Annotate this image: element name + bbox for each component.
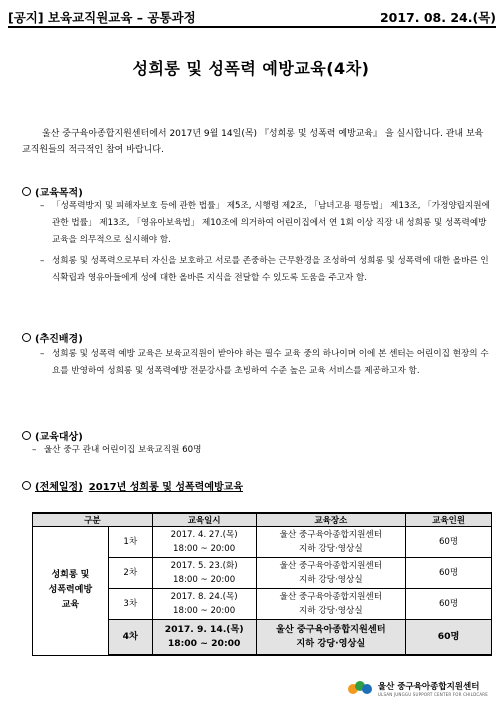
dash-bullet: – (32, 445, 37, 455)
category-cell (33, 527, 109, 656)
count-cell: 60명 (406, 558, 492, 589)
table-row (33, 527, 492, 558)
list-item-text: 울산 중구 관내 어린이집 보육교직원 60명 (44, 445, 202, 455)
section-schedule-heading (22, 478, 243, 493)
notice-date: 2017. 08. 24.(목) (379, 10, 496, 25)
list-item (40, 198, 490, 249)
circle-bullet-icon (22, 333, 31, 342)
datetime-cell (152, 620, 256, 656)
list-item (32, 442, 482, 459)
category-line: 성폭력예방 (48, 585, 93, 596)
place-cell (256, 589, 406, 620)
section-target-body (32, 442, 482, 459)
list-item-text: 「성폭력방지 및 피해자보호 등에 관한 법률」 제5조, 시행령 제2조, 「남녀고용 평등법」 제13조, 「가정양립지원에 관한 법률」 제13조, 「영유아보육법」 제10조에 의거하여 어린이집에서 연 1회 이상 직장 내 성희롱 및 성폭력예방교육을 의무적으로 실시해야 함. (52, 201, 490, 245)
notice-header (8, 6, 496, 28)
table-header-row (33, 513, 492, 527)
place-name: 울산 중구육아종합지원센터 (279, 530, 383, 540)
round-cell: 2차 (108, 558, 152, 589)
circle-bullet-icon (22, 431, 31, 440)
place-name: 울산 중구육아종합지원센터 (279, 561, 383, 571)
round-cell: 4차 (108, 620, 152, 656)
section-title: (전체일정) (35, 482, 83, 493)
section-title: (교육목적) (35, 188, 83, 199)
list-item (40, 346, 490, 380)
place-name: 울산 중구육아종합지원센터 (275, 624, 386, 635)
place-room: 지하 강당·영상실 (299, 606, 363, 616)
time-text: 18:00 ~ 20:00 (173, 575, 236, 585)
list-item (40, 253, 490, 287)
place-cell (256, 620, 406, 656)
schedule-table (32, 512, 492, 656)
column-header: 교육일시 (152, 513, 256, 527)
round-cell: 1차 (108, 527, 152, 558)
datetime-cell (152, 589, 256, 620)
time-text: 18:00 ~ 20:00 (173, 544, 236, 554)
section-purpose-heading (22, 184, 83, 199)
section-purpose-body (40, 198, 490, 287)
datetime-cell (152, 558, 256, 589)
circle-bullet-icon (22, 187, 31, 196)
category-line: 교육 (61, 600, 80, 611)
center-english-name: ULSAN JUNGGU SUPPORT CENTER FOR CHILDCARE (377, 691, 488, 697)
datetime-cell (152, 527, 256, 558)
dash-bullet: – (40, 349, 45, 359)
section-background-heading (22, 330, 83, 345)
section-title: (추진배경) (35, 334, 83, 345)
section-title: (교육대상) (35, 432, 83, 443)
column-header: 구분 (33, 513, 153, 527)
time-text: 18:00 ~ 20:00 (173, 606, 236, 616)
center-name: 울산 중구육아종합지원센터 (377, 681, 480, 692)
date-text: 2017. 4. 27.(목) (170, 530, 238, 540)
dash-bullet: – (40, 201, 45, 211)
date-text: 2017. 8. 24.(목) (170, 592, 238, 602)
list-item-text: 성희롱 및 성폭력으로부터 자신을 보호하고 서로를 존중하는 근무환경을 조성하여 성희롱 및 성폭력에 대한 올바른 인식확립과 영유아들에게 성에 대한 올바른 지식을 전달할 수 있도록 도움을 주고자 함. (52, 256, 489, 283)
place-cell (256, 527, 406, 558)
place-room: 지하 강당·영상실 (296, 638, 366, 649)
notice-category: [공지] 보육교직원교육 – 공통과정 (8, 10, 196, 25)
count-cell: 60명 (406, 620, 492, 656)
schedule-subtitle: 2017년 성희롱 및 성폭력예방교육 (88, 482, 243, 493)
circle-bullet-icon (22, 481, 31, 490)
column-header: 교육인원 (406, 513, 492, 527)
date-text: 2017. 5. 23.(화) (170, 561, 238, 571)
intro-text: 울산 중구육아종합지원센터에서 2017년 9월 14일(목) 『성희롱 및 성폭력 예방교육』 을 실시합니다. 관내 보육교직원들의 적극적인 참여 바랍니다. (22, 129, 484, 155)
page-title: 성희롱 및 성폭력 예방교육(4차) (132, 59, 370, 78)
footer-logo (346, 678, 488, 698)
column-header: 교육장소 (256, 513, 406, 527)
time-text: 18:00 ~ 20:00 (167, 638, 241, 649)
date-text: 2017. 9. 14.(목) (164, 624, 244, 635)
section-target-heading (22, 428, 83, 443)
place-room: 지하 강당·영상실 (299, 575, 363, 585)
section-background-body (40, 346, 490, 380)
place-name: 울산 중구육아종합지원센터 (279, 592, 383, 602)
category-line: 성희롱 및 (51, 570, 90, 581)
place-room: 지하 강당·영상실 (299, 544, 363, 554)
intro-paragraph (22, 126, 486, 158)
count-cell: 60명 (406, 527, 492, 558)
footer-text (378, 680, 488, 697)
count-cell: 60명 (406, 589, 492, 620)
place-cell (256, 558, 406, 589)
center-logo-icon (346, 678, 374, 698)
dash-bullet: – (40, 256, 45, 266)
list-item-text: 성희롱 및 성폭력 예방 교육은 보육교직원이 받아야 하는 필수 교육 중의 하나이며 이에 본 센터는 어린이집 현장의 수요를 반영하여 성희롱 및 성폭력예방 전문강사를 초빙하여 수준 높은 교육 서비스를 제공하고자 함. (52, 349, 489, 376)
round-cell: 3차 (108, 589, 152, 620)
